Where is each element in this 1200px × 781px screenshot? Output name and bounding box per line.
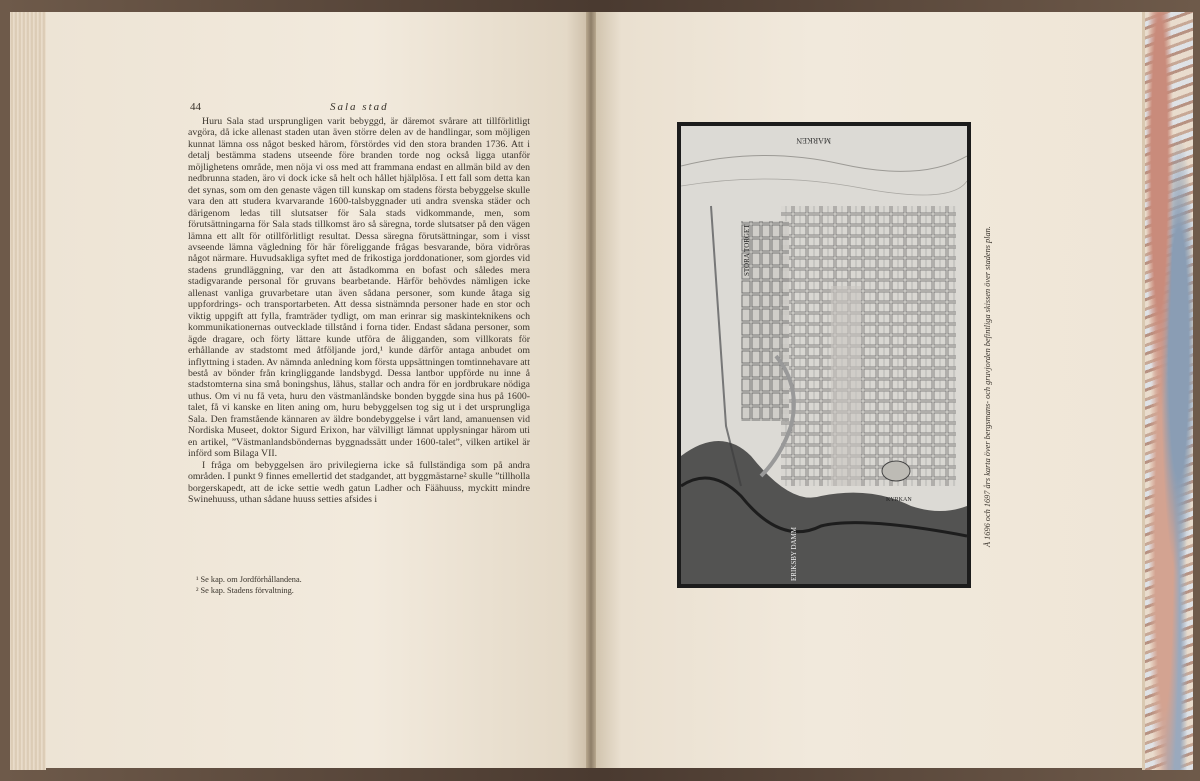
paragraph: Huru Sala stad ursprungligen varit bebyggd, är däremot svårare att tillförlitligt avgöra, då icke allenast staden utan även större delen av de handlingar, som möjligen kunnat lämna oss något besked härom, förstördes vid den stora branden 1736. Att i detalj bestämma stadens utseende före branden torde nog också ligga utanför möjlighetens område, men nöja vi oss med att frammana endast en allmän bild av den nedbrunna staden, äro vi dock icke så helt och hållet hjälplösa. I ett fall som detta kan det synas, som om den genaste vägen till kunskap om stadens första bebyggelse skulle vara den att studera kvarvarande 1600-talsbyggnader uti andra svenska städer och därigenom ledas till slutsatser för Sala stads vidkommande, men, som förutsättningarna för Sala stads tillkomst äro så säregna, torde slutsatser på den vägen lämna ett allt för otillförlitligt resultat. Dessa säregna förutsättningar, som i visst avseende lämna vägledning för här föreliggande frågas besvarande, böra vidröras något närmare. Huvudsakliga syftet med de frikostiga jorddonationer, som gjordes vid stadens grundläggning, var den att åstadkomma en bofast och således mera stadigvarande personal för gruvans bearbetande. Härför behövdes nämligen icke allenast vanliga gruvarbetare utan även sådana personer, som kunde åtaga sig uppfordrings- och transportarbeten. Att dessa sistnämnda personer hade en stor och viktig uppgift att fylla, framträder tydligt, om man erinrar sig maskinteknikens och kommunikationernas outvecklade tillstånd i forna tider. Endast sådana personer, som ägde dragare, och förty lättare kunde utföra de åligganden, som villkorats för erhållande av stadstomt med åtföljande jord,¹ kunde därför antaga anbudet om inflyttning i staden. Av nämnda anledning kom första uppsättningen tomtinnehavare att bestå av bönder från kringliggande landsbygd. Dessa lantbor uppförde nu inne å stadstomterna sina små boningshus, lähus, stallar och andra för en jordbrukare nödiga uthus. Om vi nu få veta, huru den västmanländske bonden byggde sina hus på 1600-talet, få vi kanske en liten aning om, huru bebyggelsen tog sig ut i det ursprungliga Sala. Den framstående kännaren av äldre bondebyggelse i vårt land, amanuensen vid Nordiska Museet, doktor Sigurd Erixon, har välvilligt lämnat upplysningar härom uti en artikel, ”Västmanlandsböndernas byggnadssätt under 1600-talet”, vilken artikel är införd som Bilaga VII. [188, 116, 530, 460]
body-text [188, 116, 530, 505]
map-caption [983, 187, 995, 547]
running-title: Sala stad [330, 101, 389, 113]
historic-town-map [677, 122, 971, 588]
map-label-top: MARKEN [796, 136, 831, 145]
page-number: 44 [190, 101, 201, 113]
paragraph: I fråga om bebyggelsen äro privilegierna icke så fullständiga som på andra områden. I punkt 9 finnes emellertid det stadgandet, att byggmästarne² skulle ”tillholla borgerskapedt, att de icke settie wedh gatun Ladher och Fäähuuss, myckitt mindre Swinehuuss, uthan sådane huuss setties afsides i [188, 459, 530, 505]
footnote: ² Se kap. Stadens förvaltning. [196, 586, 294, 595]
marbled-endpaper [1142, 12, 1193, 770]
caption-text: Å 1696 och 1697 års karta över bergsmans- och gruvjorden befintliga skissen över stadens plan. [983, 226, 992, 547]
map-label-dam: ERIKSBY DAMM [790, 527, 798, 581]
footnote: ¹ Se kap. om Jordförhållandena. [196, 575, 302, 584]
book-gutter [586, 12, 596, 768]
map-label-church: KYRKAN [886, 497, 912, 503]
map-illustration [681, 126, 967, 584]
footnotes [196, 574, 302, 596]
page-edges-left [10, 12, 46, 770]
map-label-street: STORA TORGET [743, 224, 751, 276]
